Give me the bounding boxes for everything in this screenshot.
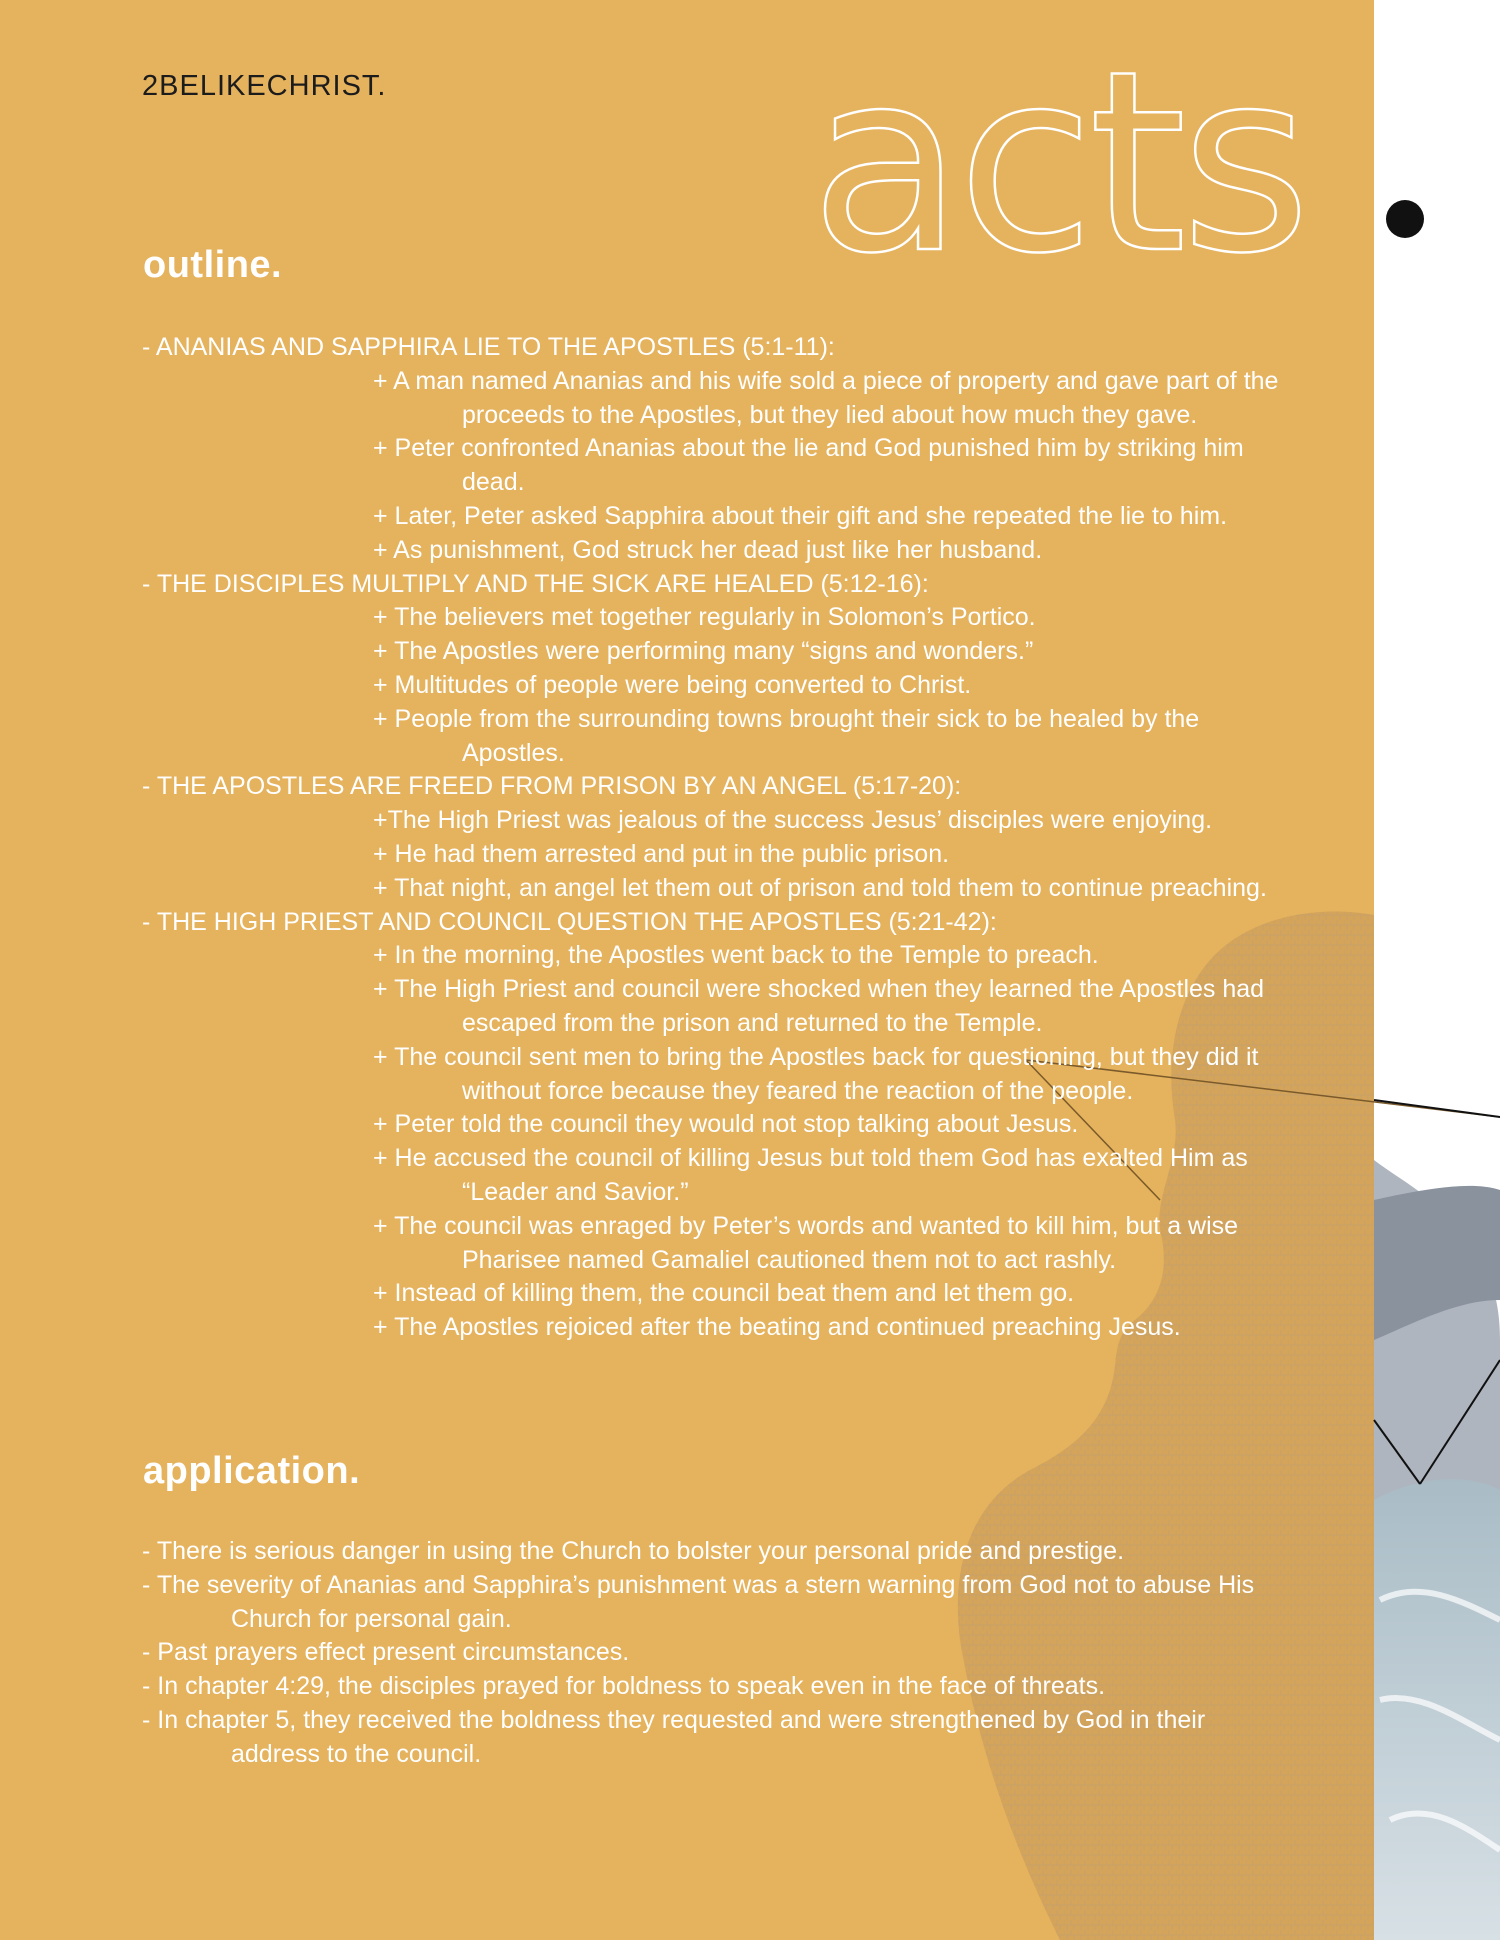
- outline-item: + Peter confronted Ananias about the lie and God punished him by striking him dead.: [373, 434, 1244, 497]
- outline-item: + He had them arrested and put in the public prison.: [373, 839, 950, 868]
- bust-right-strip: [1374, 1160, 1500, 1940]
- outline-item: +The High Priest was jealous of the success Jesus’ disciples were enjoying.: [373, 806, 1213, 835]
- outline-section-title: - THE DISCIPLES MULTIPLY AND THE SICK ARE HEALED (5:12-16):: [142, 569, 929, 598]
- outline-item: + In the morning, the Apostles went back to the Temple to preach.: [373, 941, 1099, 970]
- outline-item: + The High Priest and council were shocked when they learned the Apostles had escaped from the prison and returned to the Temple.: [373, 975, 1265, 1037]
- application-item: - In chapter 4:29, the disciples prayed for boldness to speak even in the face of threats.: [142, 1672, 1106, 1701]
- outline-item: + The believers met together regularly in Solomon’s Portico.: [373, 603, 1036, 632]
- outline-item: + The Apostles were performing many “signs and wonders.”: [373, 637, 1034, 666]
- outline-list: [142, 331, 1292, 1345]
- outline-item: + He accused the council of killing Jesus but told them God has exalted Him as “Leader and Savior.”: [373, 1144, 1248, 1206]
- outline-item: + Instead of killing them, the council beat them and let them go.: [373, 1279, 1075, 1308]
- outline-item: + The council sent men to bring the Apostles back for questioning, but they did it without force because they feared the reaction of the people.: [373, 1042, 1259, 1105]
- outline-item: + A man named Ananias and his wife sold a piece of property and gave part of the proceeds to the Apostles, but they lied about how much they gave.: [373, 366, 1279, 429]
- title-acts: acts: [810, 17, 1305, 308]
- brand-logo: 2BELIKECHRIST.: [142, 70, 387, 102]
- outline-section-title: - THE APOSTLES ARE FREED FROM PRISON BY AN ANGEL (5:17-20):: [142, 772, 962, 801]
- outline-heading: outline.: [143, 244, 283, 286]
- outline-item: + Multitudes of people were being converted to Christ.: [373, 670, 972, 699]
- application-heading: application.: [143, 1450, 361, 1492]
- outline-item: + People from the surrounding towns brought their sick to be healed by the Apostles.: [373, 704, 1200, 767]
- outline-item: + As punishment, God struck her dead just like her husband.: [373, 535, 1043, 564]
- outline-section-title: - THE HIGH PRIEST AND COUNCIL QUESTION THE APOSTLES (5:21-42):: [142, 907, 997, 936]
- outline-item: + Peter told the council they would not stop talking about Jesus.: [373, 1110, 1079, 1139]
- application-item: - There is serious danger in using the Church to bolster your personal pride and prestige.: [142, 1537, 1125, 1565]
- outline-item: + The Apostles rejoiced after the beating and continued preaching Jesus.: [373, 1313, 1181, 1342]
- title-dot: [1386, 200, 1424, 238]
- application-item: - Past prayers effect present circumstances.: [142, 1638, 630, 1667]
- application-list: [142, 1535, 1292, 1772]
- application-item: - The severity of Ananias and Sapphira’s punishment was a stern warning from God not to abuse His Church for personal gain.: [142, 1570, 1255, 1633]
- application-item: - In chapter 5, they received the boldness they requested and were strengthened by God in their address to the council.: [142, 1705, 1206, 1768]
- outline-item: + Later, Peter asked Sapphira about their gift and she repeated the lie to him.: [373, 501, 1228, 530]
- outline-item: + That night, an angel let them out of prison and told them to continue preaching.: [373, 873, 1267, 902]
- outline-item: + The council was enraged by Peter’s words and wanted to kill him, but a wise Pharisee named Gamaliel cautioned them not to act rashly.: [373, 1211, 1239, 1274]
- outline-section-title: - ANANIAS AND SAPPHIRA LIE TO THE APOSTLES (5:1-11):: [142, 333, 835, 361]
